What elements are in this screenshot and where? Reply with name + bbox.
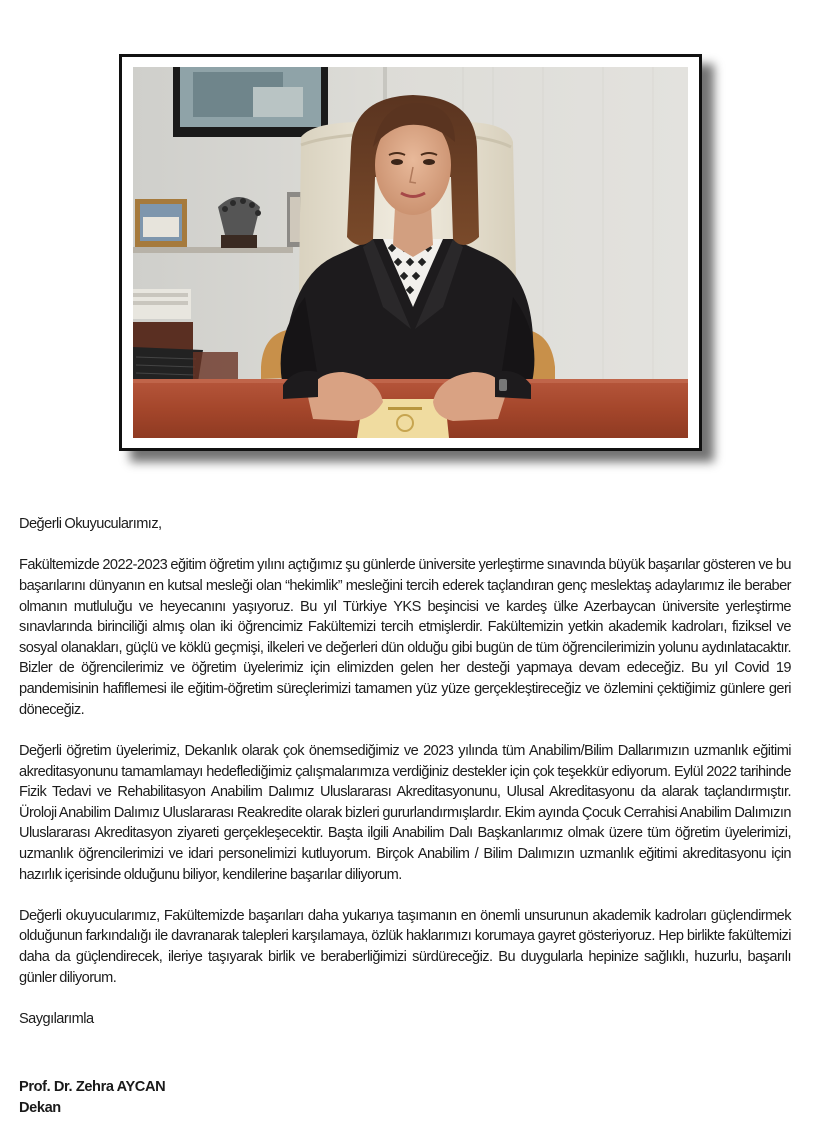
- signature-title: Dekan: [19, 1099, 61, 1116]
- letter-paragraph-2: Değerli öğretim üyelerimiz, Dekanlık olarak çok önemsediğimiz ve 2023 yılında tüm Anabilim/Bilim Dallarımızın uzmanlık eğitimi akreditasyonunu tamamlamayı hedeflediğimiz çalışmalarımıza verdiğiniz destekler için çok teşekkür ediyorum. Eylül 2022 tarihinde Fizik Tedavi ve Rehabilitasyon Anabilim Dalımız Uluslararası Akreditasyonunu, Ulusal Akreditasyonu da alarak taçlandırmıştır. Üroloji Anabilim Dalımız Uluslararası Reakredite olarak bizleri gururlandırmışlardır. Ekim ayında Çocuk Cerrahisi Anabilim Dalımızın Uluslararası Akreditasyon ziyareti gerçekleşecektir. Başta ilgili Anabilim Dalı Başkanlarımız olmak üzere tüm öğretim üyelerimizi, uzmanlık öğrencilerimizi ve idari personelimizi kutluyorum. Birçok Anabilim / Bilim Dalımızın uzmanlık eğitimi akreditasyonu için hazırlık içerisinde olduğunu biliyor, kendilerine başarılar diliyorum.: [19, 742, 791, 883]
- letter-closing: Saygılarımla: [19, 1011, 94, 1028]
- signature-name: Prof. Dr. Zehra AYCAN: [19, 1079, 166, 1095]
- dean-letter: [19, 514, 791, 1030]
- letter-greeting: Değerli Okuyucularımız,: [19, 516, 162, 532]
- signature-block: [19, 1077, 165, 1118]
- letter-paragraph-1: Fakültemizde 2022-2023 eğitim öğretim yılını açtığımız şu günlerde üniversite yerleştirme sınavında büyük başarılar gösteren ve bu başarılarını dünyanın en kutsal mesleği olan “hekimlik” mesleğini tercih ederek taçlandıran genç meslektaş adaylarımız ile beraber olmanın mutluluğu ve heyecanını yaşıyoruz. Bu yıl Türkiye YKS beşincisi ve kardeş ülke Azerbaycan üniversite yerleştirme sınavlarında birinciliği almış olan iki öğrencimiz Fakültemizi tercih etmişlerdir. Fakültemizin yetkin akademik kadroları, fiziksel ve sosyal olanakları, güçlü ve köklü geçmişi, ilkeleri ve değerleri dün olduğu gibi bugün de tüm öğrencilerimizin yolunu aydınlatacaktır. Bizler de öğrencilerimiz ve öğretim üyelerimiz için elimizden gelen her desteği yapmaya devam edeceğiz. Bu yıl Covid 19 pandemisinin hafiflemesi ile eğitim-öğretim süreçlerimizi tamamen yüz yüze gerçekleştireceğiz ve özlemini çektiğimiz günlere geri döneceğiz.: [19, 557, 791, 718]
- dean-portrait-frame: [119, 54, 702, 451]
- dean-portrait-photo: [133, 67, 688, 438]
- shelf: [133, 247, 293, 253]
- letter-paragraph-3: Değerli okuyucularımız, Fakültemizde başarıları daha yukarıya taşımanın en önemli unsurunun akademik kadroları güçlendirmek olduğunun farkındalığı ile davranarak talepleri karşılamaya, özlük haklarımızı korumaya gayret gösteriyoruz. Hep birlikte fakültemizi daha da güçlendirecek, ileriye taşıyarak birlik ve beraberliğimizi sürdüreceğiz. Bu duygularla hepinize sağlıklı, huzurlu, başarılı günler diliyorum.: [19, 907, 791, 986]
